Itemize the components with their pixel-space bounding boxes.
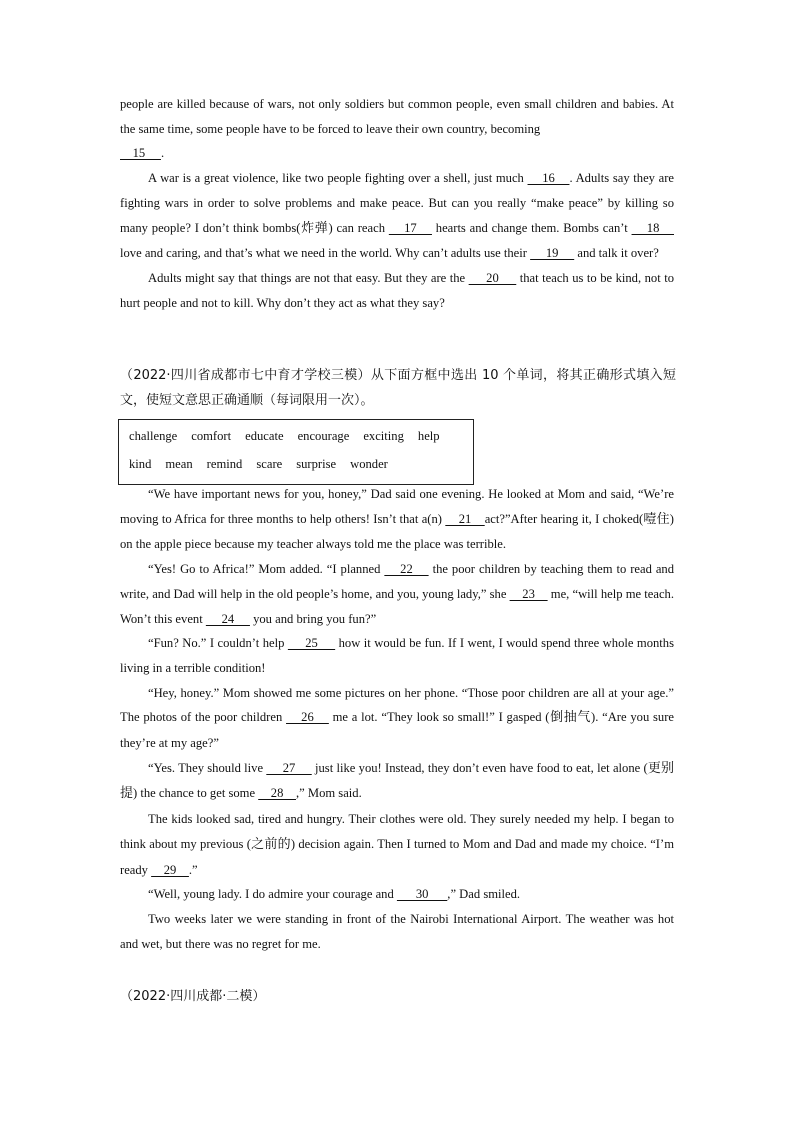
blank-21[interactable]: 21 xyxy=(445,511,485,526)
blank-15[interactable]: 15 xyxy=(120,146,161,161)
passage-1-paragraph-2: A war is a great violence, like two people fighting over a shell, just much 16 . Adults say they are fighting wars in order to solve problems and make peace. But can you really “make peace” by killing so many people? I don’t think bombs(炸弹) can reach 17 hearts and change them. Bombs can’t 18 love and caring, and that’s what we need in the world. Why can’t adults use their 19 and talk it over? xyxy=(120,171,674,261)
blank-19[interactable]: 19 xyxy=(530,246,575,261)
word-challenge: challenge xyxy=(129,429,178,443)
blank-25[interactable]: 25 xyxy=(287,636,336,651)
blank-26[interactable]: 26 xyxy=(286,710,329,725)
blank-16[interactable]: 16 xyxy=(527,171,570,186)
passage-2-paragraph-3: “Fun? No.” I couldn’t help 25 how it would be fun. If I went, I would spend three whole months living in a terrible condition! xyxy=(120,636,675,675)
word-surprise: surprise xyxy=(296,457,337,471)
blank-24[interactable]: 24 xyxy=(205,611,250,626)
passage-1 xyxy=(120,92,674,315)
word-educate: educate xyxy=(245,429,284,443)
passage-1-paragraph-1: people are killed because of wars, not only soldiers but common people, even small children and babies. At the same time, some people have to be forced to leave their own country, becoming 15 . xyxy=(120,97,674,161)
word-kind: kind xyxy=(129,457,152,471)
blank-22[interactable]: 22 xyxy=(384,562,429,577)
word-wonder: wonder xyxy=(350,457,388,471)
passage-2-paragraph-1: “We have important news for you, honey,” Dad said one evening. He looked at Mom and said, “We’re moving to Africa for three months to help others! Isn’t that a(n) 21 act?”After hearing it, I choked(噎住) on the apple piece because my teacher always told me the place was terrible. xyxy=(120,487,674,552)
word-mean: mean xyxy=(165,457,193,471)
blank-20[interactable]: 20 xyxy=(468,270,517,285)
word-encourage: encourage xyxy=(297,429,350,443)
passage-2-paragraph-6: The kids looked sad, tired and hungry. Their clothes were old. They surely needed my help. I began to think about my previous (之前的) decision again. Then I turned to Mom and Dad and made my choice. “I’m ready 29 .” xyxy=(120,812,674,877)
blank-18[interactable]: 18 xyxy=(631,220,674,235)
passage-2-paragraph-7: “Well, young lady. I do admire your courage and 30 ,” Dad smiled. xyxy=(148,887,521,902)
passage-2-paragraph-8: Two weeks later we were standing in front of the Nairobi International Airport. The weather was hot and wet, but there was no regret for me. xyxy=(120,911,674,951)
section-3-source: （2022·四川成都·二模） xyxy=(120,989,266,1004)
word-box-row-1 xyxy=(129,426,454,446)
blank-27[interactable]: 27 xyxy=(266,760,312,775)
blank-23[interactable]: 23 xyxy=(509,586,548,601)
word-remind: remind xyxy=(206,457,243,471)
blank-29[interactable]: 29 xyxy=(151,862,189,877)
word-box xyxy=(118,419,474,485)
section-2-source: （2022·四川省成都市七中育才学校三模）从下面方框中选出 10 个单词，将其正确形式填入短文，使短文意思正确通顺（每词限用一次）。 xyxy=(120,368,676,408)
passage-2-paragraph-4: “Hey, honey.” Mom showed me some pictures on her phone. “Those poor children are all at your age.” The photos of the poor children 26 me a lot. “They look so small!” I gasped (倒抽气). “Are you sure they’re at my age?” xyxy=(120,685,675,751)
word-box-row-2 xyxy=(129,454,402,474)
passage-2-paragraph-2: “Yes! Go to Africa!” Mom added. “I planned 22 the poor children by teaching them to read and write, and Dad will help in the old people’s home, and you, young lady,” she 23 me, “will help me teach. Won’t this event 24 you and bring you fun?” xyxy=(120,562,675,626)
passage-1-paragraph-3: Adults might say that things are not that easy. But they are the 20 that teach us to be kind, not to hurt people and not to kill. Why don’t they act as what they say? xyxy=(120,270,675,310)
blank-30[interactable]: 30 xyxy=(396,887,448,902)
word-exciting: exciting xyxy=(363,429,404,443)
word-comfort: comfort xyxy=(191,429,232,443)
passage-2 xyxy=(120,482,674,956)
word-scare: scare xyxy=(256,457,283,471)
blank-17[interactable]: 17 xyxy=(388,220,432,235)
passage-2-paragraph-5: “Yes. They should live 27 just like you! Instead, they don’t even have food to eat, let alone (更别提) the chance to get some 28 ,” Mom said. xyxy=(120,760,674,802)
blank-28[interactable]: 28 xyxy=(258,786,296,801)
word-help: help xyxy=(417,429,440,443)
